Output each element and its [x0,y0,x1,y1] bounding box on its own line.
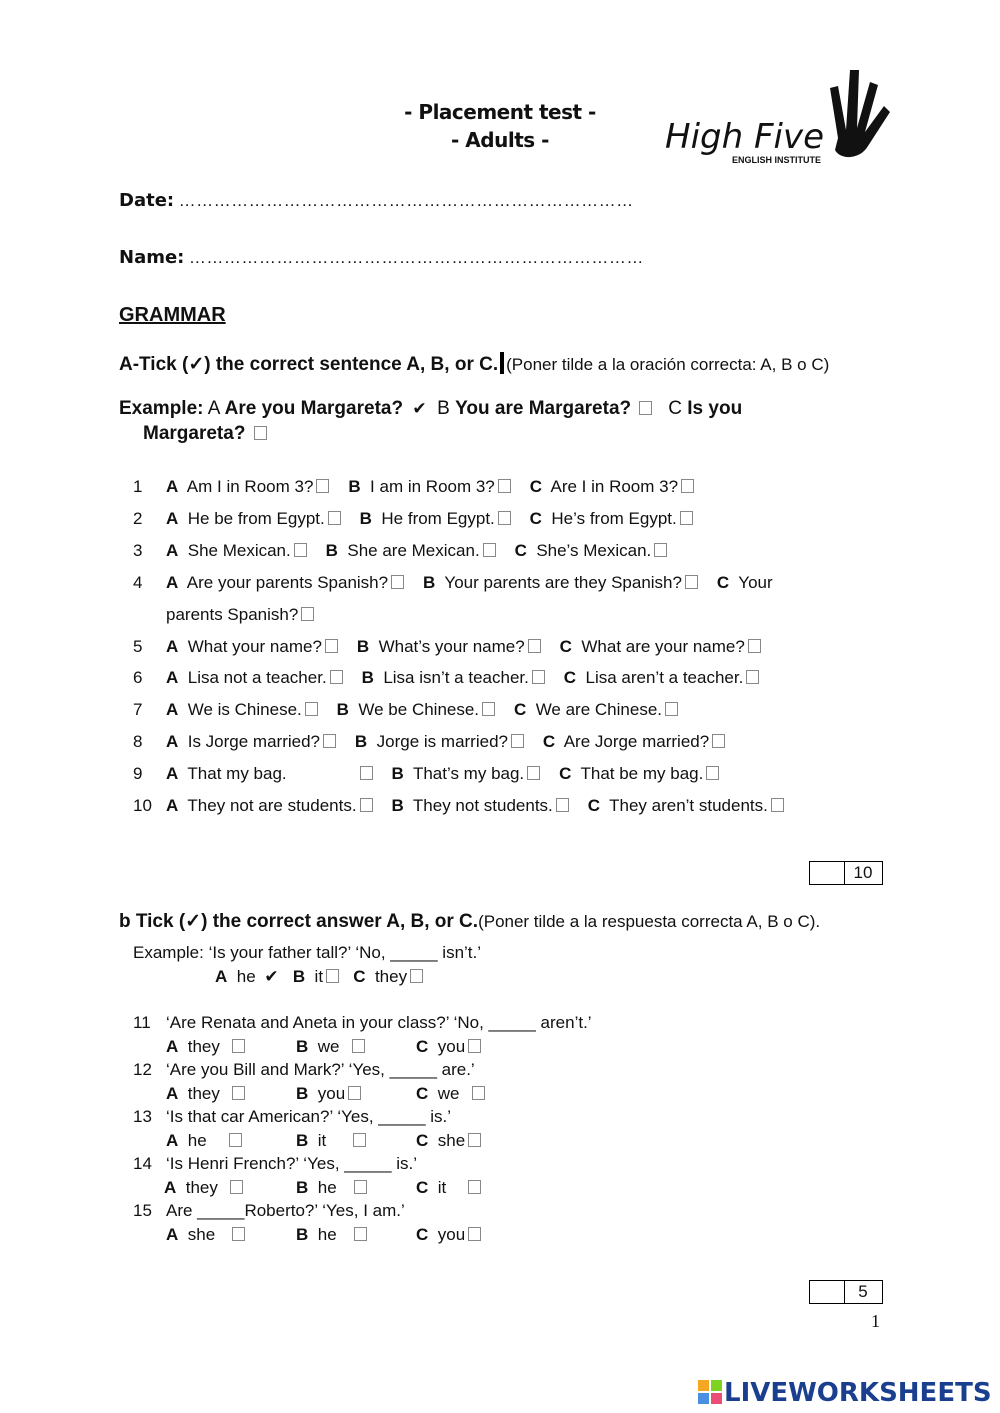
checkbox-b[interactable] [354,1227,367,1241]
part-b-note: (Poner tilde a la respuesta correcta A, B o C). [478,912,821,931]
question-number: 14 [133,1154,152,1173]
name-field[interactable] [119,247,644,268]
logo-text: High Five [665,117,824,157]
logo [660,60,900,170]
example-label: Example: [119,398,204,419]
checkbox-b[interactable] [483,543,496,557]
example-option-a: he [236,967,256,986]
page-number: 1 [871,1311,880,1331]
checkbox-c[interactable] [301,607,314,621]
checkbox-c[interactable] [654,543,667,557]
checkbox-a[interactable] [323,734,336,748]
part-a-note: (Poner tilde a la oración correcta: A, B o C) [506,355,830,374]
example-c-checkbox[interactable] [254,426,267,440]
watermark [698,1378,992,1408]
option-c: What are your name? [581,637,745,656]
question-text: ‘Are you Bill and Mark?’ ‘Yes, _____ are.’ [166,1060,475,1079]
question-1: 1 A Am I in Room 3? B I am in Room 3? C Are I in Room 3? [133,477,694,497]
question-12 [133,1060,475,1080]
checkbox-c[interactable] [665,702,678,716]
option-a: they [185,1178,218,1197]
checkbox-b[interactable] [482,702,495,716]
question-10: 10 A They not are students. B They not students. C They aren’t students. [133,796,784,816]
checkbox-a[interactable] [229,1133,242,1147]
checkbox-c[interactable] [410,969,423,983]
option-a: Is Jorge married? [187,732,321,751]
question-8: 8 A Is Jorge married? B Jorge is married? C Are Jorge married? [133,732,725,752]
option-c: We are Chinese. [535,700,662,719]
checkbox-b[interactable] [528,639,541,653]
example-tick: ✔ [264,967,279,986]
example-line2: Margareta? [143,423,246,444]
checkbox-c[interactable] [771,798,784,812]
option-b: That’s my bag. [412,764,525,783]
option-c: you [437,1225,466,1244]
checkbox-b[interactable] [511,734,524,748]
option-c: she [437,1131,466,1150]
checkbox-c[interactable] [468,1133,481,1147]
question-11-options: A they B we C you [166,1037,481,1057]
question-2: 2 A He be from Egypt. B He from Egypt. C He’s from Egypt. [133,509,693,529]
question-13-options: A he B it C she [166,1131,481,1151]
option-b: He from Egypt. [381,509,495,528]
option-a: he [187,1131,207,1150]
option-b: Lisa isn’t a teacher. [383,668,529,687]
score-box-a [809,861,883,885]
example-a-text: Are you Margareta? [224,398,404,419]
checkbox-c[interactable] [468,1180,481,1194]
option-c: Your [738,573,773,592]
checkbox-c[interactable] [746,670,759,684]
checkbox-a[interactable] [294,543,307,557]
checkbox-c[interactable] [748,639,761,653]
checkbox-b[interactable] [532,670,545,684]
option-a: she [187,1225,216,1244]
grammar-heading: GRAMMAR [119,304,226,326]
option-b: it [317,1131,327,1150]
watermark-text: LIVEWORKSHEETS [724,1378,992,1408]
checkbox-a[interactable] [232,1227,245,1241]
question-number: 10 [133,796,152,815]
question-number: 15 [133,1201,152,1220]
question-5: 5 A What your name? B What’s your name? C What are your name? [133,637,761,657]
checkbox-b[interactable] [527,766,540,780]
question-number: 2 [133,509,143,528]
text-cursor [500,352,504,374]
example-b-letter: B [437,398,450,419]
option-a: Lisa not a teacher. [187,668,327,687]
option-a: He be from Egypt. [187,509,325,528]
question-4: 4 A Are your parents Spanish? B Your parents are they Spanish? C Your [133,573,773,592]
option-a: What your name? [187,637,322,656]
option-c: They aren’t students. [609,796,768,815]
liveworksheets-logo-icon [698,1380,722,1404]
part-a-instruction-text: A-Tick (✓) the correct sentence A, B, or C. [119,354,499,375]
title-line-1: - Placement test - [404,100,596,124]
question-number: 8 [133,732,143,751]
question-number: 1 [133,477,143,496]
example-b-checkbox[interactable] [639,401,652,415]
checkbox-b[interactable] [352,1039,365,1053]
checkbox-b[interactable] [685,575,698,589]
checkbox-c[interactable] [712,734,725,748]
option-a: they [187,1084,220,1103]
hand-icon [660,60,900,170]
question-text: ‘Are Renata and Aneta in your class?’ ‘No, _____ aren’t.’ [166,1013,592,1032]
score-box-b [809,1280,883,1304]
option-a: Are your parents Spanish? [186,573,389,592]
option-c: you [437,1037,466,1056]
question-14 [133,1154,417,1174]
part-a-instruction [119,352,829,376]
part-a-example [119,398,742,420]
name-dots: …………………………………………………………………… [188,248,644,267]
question-3: 3 A She Mexican. B She are Mexican. C She’s Mexican. [133,541,667,561]
question-6: 6 A Lisa not a teacher. B Lisa isn’t a teacher. C Lisa aren’t a teacher. [133,668,759,688]
score-max-a: 10 [853,863,873,882]
question-13 [133,1107,451,1127]
option-c: She’s Mexican. [536,541,652,560]
example-a-letter: A [207,398,220,419]
question-number: 9 [133,764,143,783]
checkbox-a[interactable] [232,1039,245,1053]
question-number: 4 [133,573,143,592]
option-b: I am in Room 3? [370,477,495,496]
part-b-instruction [119,910,820,933]
example-c-text: Is you [687,398,743,419]
option-a: We is Chinese. [187,700,302,719]
option-c: it [437,1178,447,1197]
question-number: 5 [133,637,143,656]
checkbox-c[interactable] [472,1086,485,1100]
date-field[interactable] [119,190,634,211]
example-b-text: You are Margareta? [455,398,632,419]
checkbox-a[interactable] [360,766,373,780]
checkbox-a[interactable] [391,575,404,589]
option-b: Your parents are they Spanish? [444,573,682,592]
checkbox-a[interactable] [330,670,343,684]
question-text: ‘Is Henri French?’ ‘Yes, _____ is.’ [166,1154,418,1173]
checkbox-a[interactable] [230,1180,243,1194]
question-number: 12 [133,1060,152,1079]
checkbox-b[interactable] [498,479,511,493]
option-b: Jorge is married? [376,732,508,751]
logo-sub: ENGLISH INSTITUTE [732,155,822,165]
question-14-options: A they B he C it [164,1178,481,1198]
option-a: Am I in Room 3? [186,477,314,496]
question-number: 13 [133,1107,152,1126]
score-input-b[interactable] [810,1281,845,1303]
option-c: Lisa aren’t a teacher. [585,668,744,687]
score-max-b: 5 [858,1282,868,1301]
checkbox-a[interactable] [360,798,373,812]
checkbox-c[interactable] [680,511,693,525]
question-15 [133,1201,405,1221]
option-a: That my bag. [187,764,287,783]
checkbox-a[interactable] [328,511,341,525]
option-c: Are Jorge married? [563,732,710,751]
option-b: They not students. [412,796,553,815]
example-option-b: it [314,967,324,986]
checkbox-b[interactable] [556,798,569,812]
part-b-example-options: A he ✔ B it C they [215,967,423,987]
checkbox-a[interactable] [316,479,329,493]
date-label: Date: [119,190,175,211]
question-12-options: A they B you C we [166,1084,485,1104]
option-b: What’s your name? [378,637,525,656]
part-a-example-line2 [143,423,267,445]
option-b: he [317,1225,337,1244]
checkbox-a[interactable] [325,639,338,653]
option-b: We be Chinese. [358,700,480,719]
question-9: 9 A That my bag. B That’s my bag. C That be my bag. [133,764,719,784]
question-text: Are _____Roberto?’ ‘Yes, I am.’ [166,1201,405,1220]
example-tick: ✔ [412,399,427,418]
question-number: 3 [133,541,143,560]
checkbox-a[interactable] [232,1086,245,1100]
checkbox-c[interactable] [706,766,719,780]
checkbox-b[interactable] [354,1180,367,1194]
name-label: Name: [119,247,185,268]
example-c-letter: C [668,398,682,419]
question-text: ‘Is that car American?’ ‘Yes, _____ is.’ [166,1107,452,1126]
option-b: She are Mexican. [347,541,480,560]
checkbox-c[interactable] [468,1227,481,1241]
option-a: She Mexican. [187,541,291,560]
example-option-c: they [374,967,408,986]
checkbox-c[interactable] [681,479,694,493]
title-line-2: - Adults - [451,128,549,152]
checkbox-b[interactable] [348,1086,361,1100]
part-b-instruction-text: b Tick (✓) the correct answer A, B, or C. [119,911,479,932]
option-c: He’s from Egypt. [551,509,677,528]
question-7: 7 A We is Chinese. B We be Chinese. C We are Chinese. [133,700,678,720]
option-a: they [187,1037,220,1056]
score-input-a[interactable] [810,862,845,884]
question-number: 7 [133,700,143,719]
checkbox-c[interactable] [468,1039,481,1053]
question-11 [133,1013,592,1033]
date-dots: …………………………………………………………………… [178,191,634,210]
checkbox-a[interactable] [305,702,318,716]
option-b: he [317,1178,337,1197]
question-number: 6 [133,668,143,687]
option-c: we [437,1084,460,1103]
question-number: 11 [133,1013,151,1032]
option-c: Are I in Room 3? [550,477,679,496]
option-b: we [317,1037,340,1056]
checkbox-b[interactable] [353,1133,366,1147]
option-c: That be my bag. [580,764,704,783]
option-b: you [317,1084,346,1103]
option-c-continued: parents Spanish? [166,605,299,624]
checkbox-b[interactable] [326,969,339,983]
part-b-example: Example: ‘Is your father tall?’ ‘No, _____ isn’t.’ [133,943,482,962]
option-a: They not are students. [187,796,357,815]
question-15-options: A she B he C you [166,1225,481,1245]
question-4-continued [166,605,314,625]
checkbox-b[interactable] [498,511,511,525]
